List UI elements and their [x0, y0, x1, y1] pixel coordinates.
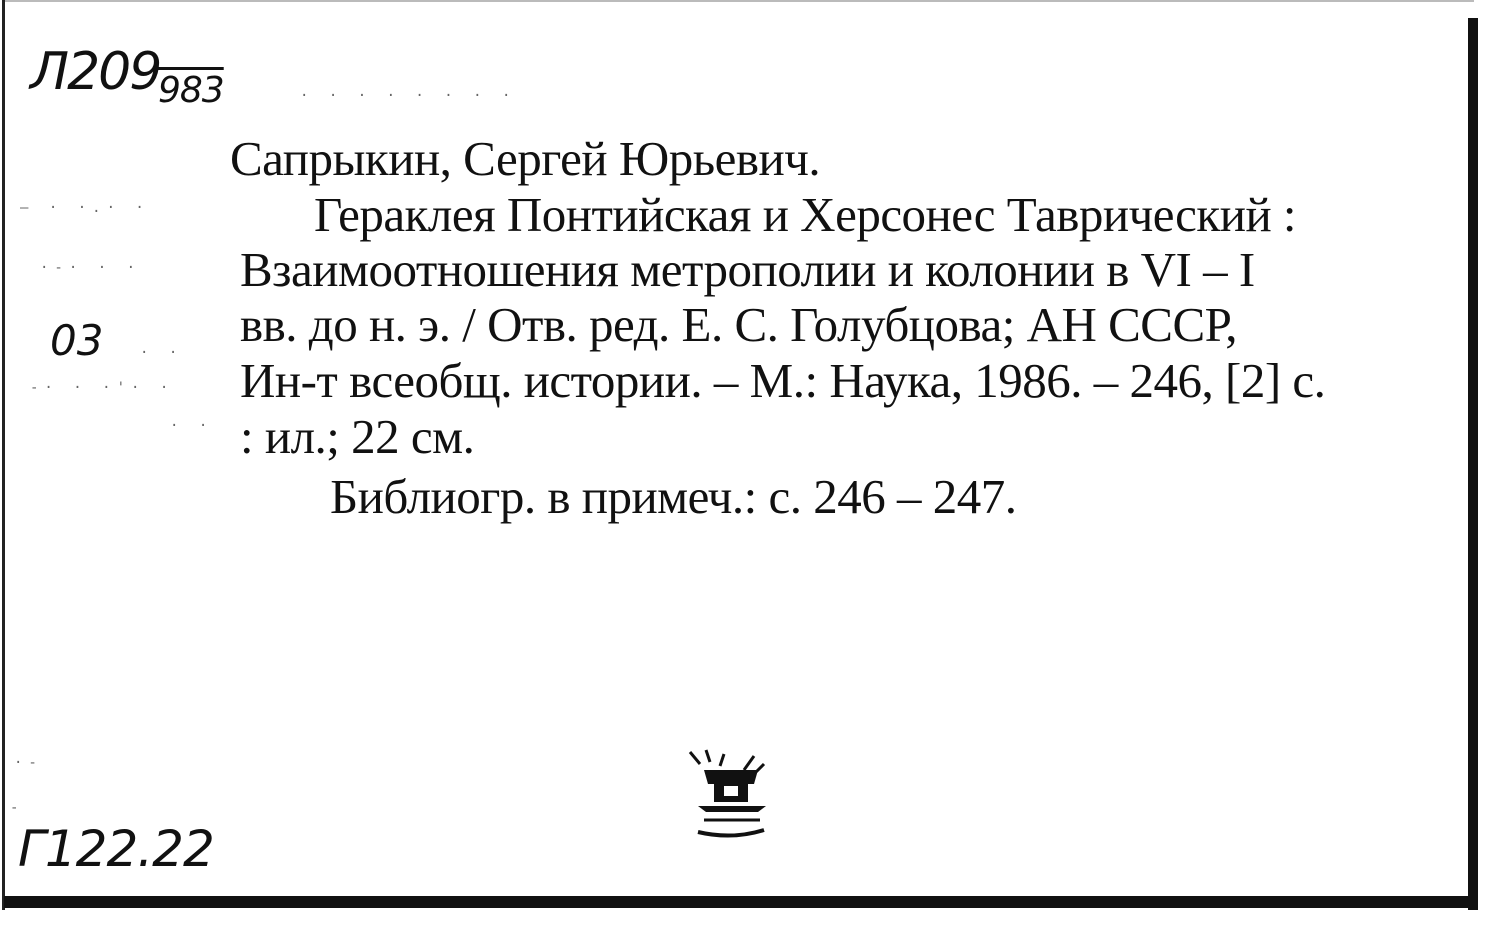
- record-author: Сапрыкин, Сергей Юрьевич.: [230, 131, 821, 186]
- margin-code: 03: [50, 316, 104, 365]
- card-border-left: [2, 0, 5, 910]
- classification-number: Г122.22: [18, 820, 214, 878]
- card-border-top: [4, 0, 1474, 2]
- record-title-line: Гераклея Понтийская и Херсонес Таврический :: [314, 187, 1297, 242]
- scan-noise: · · · · · · · ·: [300, 88, 517, 104]
- record-title-line: : ил.; 22 см.: [240, 409, 475, 464]
- scan-noise: – · ·.· ·: [20, 200, 150, 216]
- scan-noise: -· · ·'· ·: [30, 380, 175, 396]
- scan-noise: · ·: [170, 418, 214, 434]
- card-border-bottom: [4, 896, 1478, 908]
- scan-noise: · ·: [140, 345, 184, 361]
- record-title-line: Ин-т всеобщ. истории. – М.: Наука, 1986. – 246, [2] с.: [240, 353, 1326, 408]
- scan-noise: ·-· · ·: [40, 260, 142, 276]
- record-note: Библиогр. в примеч.: с. 246 – 247.: [330, 469, 1017, 524]
- shelf-mark-main: Л209: [30, 42, 161, 102]
- shelf-mark-sub: 983: [158, 70, 224, 111]
- card-border-right: [1468, 18, 1478, 910]
- record-title-line: Взаимоотношения метрополии и колонии в VI – I: [240, 242, 1255, 297]
- scan-noise: -: [10, 800, 25, 816]
- library-stamp-icon: [684, 748, 780, 849]
- record-title-line: вв. до н. э. / Отв. ред. Е. С. Голубцова; АН СССР,: [240, 297, 1238, 352]
- scan-noise: ·-: [14, 755, 43, 771]
